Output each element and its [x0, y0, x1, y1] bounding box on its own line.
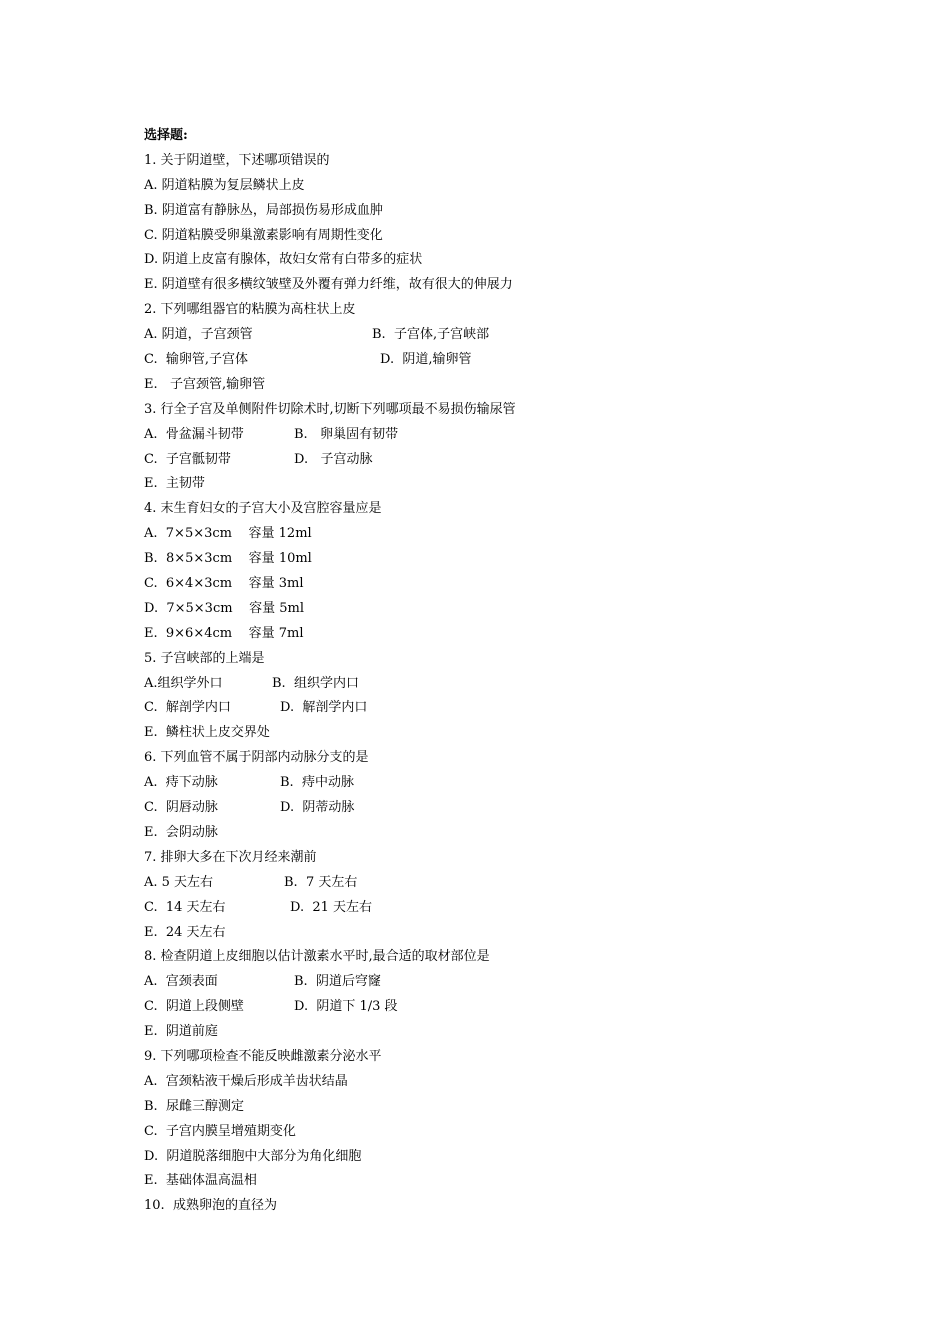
- text-line: [144, 622, 824, 647]
- line-text: 7. 排卵大多在下次月经来潮前: [144, 849, 317, 865]
- line-text: E. 基础体温高温相: [144, 1173, 257, 1189]
- text-line: [144, 547, 824, 572]
- text-line: [144, 1194, 824, 1219]
- line-text: C. 子宫内膜呈增殖期变化: [144, 1123, 296, 1139]
- option-row: [144, 871, 824, 896]
- line-text: A. 5 天左右: [144, 874, 214, 890]
- line-text: 2. 下列哪组器官的粘膜为高柱状上皮: [144, 302, 356, 318]
- line-text: 8. 检查阴道上皮细胞以估计激素水平时,最合适的取材部位是: [144, 949, 490, 965]
- line-text: A. 阴道粘膜为复层鳞状上皮: [144, 177, 305, 193]
- text-line: [144, 1020, 824, 1045]
- line-text: E. 主韧带: [144, 476, 205, 492]
- line-text: B. 尿雌三醇测定: [144, 1098, 244, 1114]
- line-text-second: B. 7 天左右: [284, 874, 358, 890]
- text-line: [144, 1045, 824, 1070]
- option-row: [144, 672, 824, 697]
- text-line: [144, 647, 824, 672]
- text-line: [144, 224, 824, 249]
- line-text: C. 14 天左右: [144, 899, 226, 915]
- text-line: [144, 273, 824, 298]
- line-text: C. 阴道上段侧壁: [144, 999, 244, 1015]
- line-text: 5. 子宫峡部的上端是: [144, 650, 265, 666]
- line-text-second: D. 阴道,输卵管: [380, 352, 472, 368]
- text-line: [144, 149, 824, 174]
- option-row: [144, 771, 824, 796]
- text-line: [144, 746, 824, 771]
- line-text: A. 宫颈粘液干燥后形成羊齿状结晶: [144, 1073, 348, 1089]
- line-text: C. 阴唇动脉: [144, 800, 218, 816]
- text-line: [144, 1120, 824, 1145]
- text-line: [144, 248, 824, 273]
- line-text-second: D. 子宫动脉: [294, 451, 373, 467]
- line-text-second: D. 21 天左右: [290, 899, 373, 915]
- line-text-second: D. 解剖学内口: [280, 700, 368, 716]
- text-line: [144, 373, 824, 398]
- line-text-second: B. 卵巢固有韧带: [294, 426, 399, 442]
- option-row: [144, 696, 824, 721]
- line-text: C. 阴道粘膜受卵巢激素影响有周期性变化: [144, 227, 383, 243]
- text-line: [144, 398, 824, 423]
- option-row: [144, 448, 824, 473]
- line-text: 9. 下列哪项检查不能反映雌激素分泌水平: [144, 1048, 382, 1064]
- line-text: D. 阴道脱落细胞中大部分为角化细胞: [144, 1148, 362, 1164]
- option-row: [144, 323, 824, 348]
- line-text: A. 7×5×3cm 容量 12ml: [144, 526, 312, 542]
- line-text: 4. 末生育妇女的子宫大小及宫腔容量应是: [144, 501, 382, 517]
- option-row: [144, 896, 824, 921]
- line-text: C. 子宫骶韧带: [144, 451, 231, 467]
- text-line: [144, 1145, 824, 1170]
- text-line: [144, 597, 824, 622]
- line-text: A. 宫颈表面: [144, 974, 218, 990]
- line-text: A. 阴道，子宫颈管: [144, 327, 253, 343]
- option-row: [144, 995, 824, 1020]
- text-line: [144, 199, 824, 224]
- text-line: [144, 572, 824, 597]
- text-line: [144, 497, 824, 522]
- option-row: [144, 348, 824, 373]
- text-line: [144, 298, 824, 323]
- text-line: [144, 1070, 824, 1095]
- option-row: [144, 970, 824, 995]
- line-text: E. 阴道前庭: [144, 1024, 218, 1040]
- line-text: D. 7×5×3cm 容量 5ml: [144, 600, 304, 616]
- text-line: [144, 921, 824, 946]
- line-text: E. 子宫颈管,输卵管: [144, 376, 266, 392]
- line-text: D. 阴道上皮富有腺体，故妇女常有白带多的症状: [144, 252, 423, 268]
- text-line: [144, 821, 824, 846]
- line-text: 6. 下列血管不属于阴部内动脉分支的是: [144, 750, 369, 766]
- text-line: [144, 846, 824, 871]
- line-text: E. 9×6×4cm 容量 7ml: [144, 625, 304, 641]
- line-text-second: D. 阴道下 1/3 段: [294, 999, 398, 1015]
- line-text: C. 解剖学内口: [144, 700, 231, 716]
- text-line: [144, 721, 824, 746]
- line-text: 10. 成熟卵泡的直径为: [144, 1198, 277, 1214]
- text-line: [144, 1095, 824, 1120]
- line-text: 1. 关于阴道壁，下述哪项错误的: [144, 152, 330, 168]
- line-text: E. 鳞柱状上皮交界处: [144, 725, 270, 741]
- line-text: 3. 行全子宫及单侧附件切除术时,切断下列哪项最不易损伤输尿管: [144, 401, 516, 417]
- line-text: E. 阴道壁有很多横纹皱壁及外覆有弹力纤维，故有很大的伸展力: [144, 277, 513, 293]
- line-text: C. 输卵管,子宫体: [144, 352, 249, 368]
- text-line: [144, 522, 824, 547]
- option-row: [144, 796, 824, 821]
- line-text: A.组织学外口: [144, 675, 223, 691]
- line-text-second: B. 阴道后穹窿: [294, 974, 381, 990]
- line-text: E. 24 天左右: [144, 924, 226, 940]
- text-line: [144, 174, 824, 199]
- line-text-second: B. 组织学内口: [272, 675, 359, 691]
- line-text-second: B. 痔中动脉: [280, 775, 354, 791]
- text-line: [144, 1169, 824, 1194]
- line-text: A. 骨盆漏斗韧带: [144, 426, 244, 442]
- line-text: C. 6×4×3cm 容量 3ml: [144, 576, 304, 592]
- line-text: B. 8×5×3cm 容量 10ml: [144, 551, 312, 567]
- line-text-second: B. 子宫体,子宫峡部: [372, 327, 490, 343]
- option-row: [144, 423, 824, 448]
- section-title: 选择题:: [144, 128, 188, 143]
- line-text-second: D. 阴蒂动脉: [280, 800, 355, 816]
- question-list: [144, 124, 824, 1219]
- line-text: A. 痔下动脉: [144, 775, 218, 791]
- text-line: [144, 472, 824, 497]
- line-text: E. 会阴动脉: [144, 824, 218, 840]
- text-line: [144, 945, 824, 970]
- line-text: B. 阴道富有静脉丛，局部损伤易形成血肿: [144, 202, 383, 218]
